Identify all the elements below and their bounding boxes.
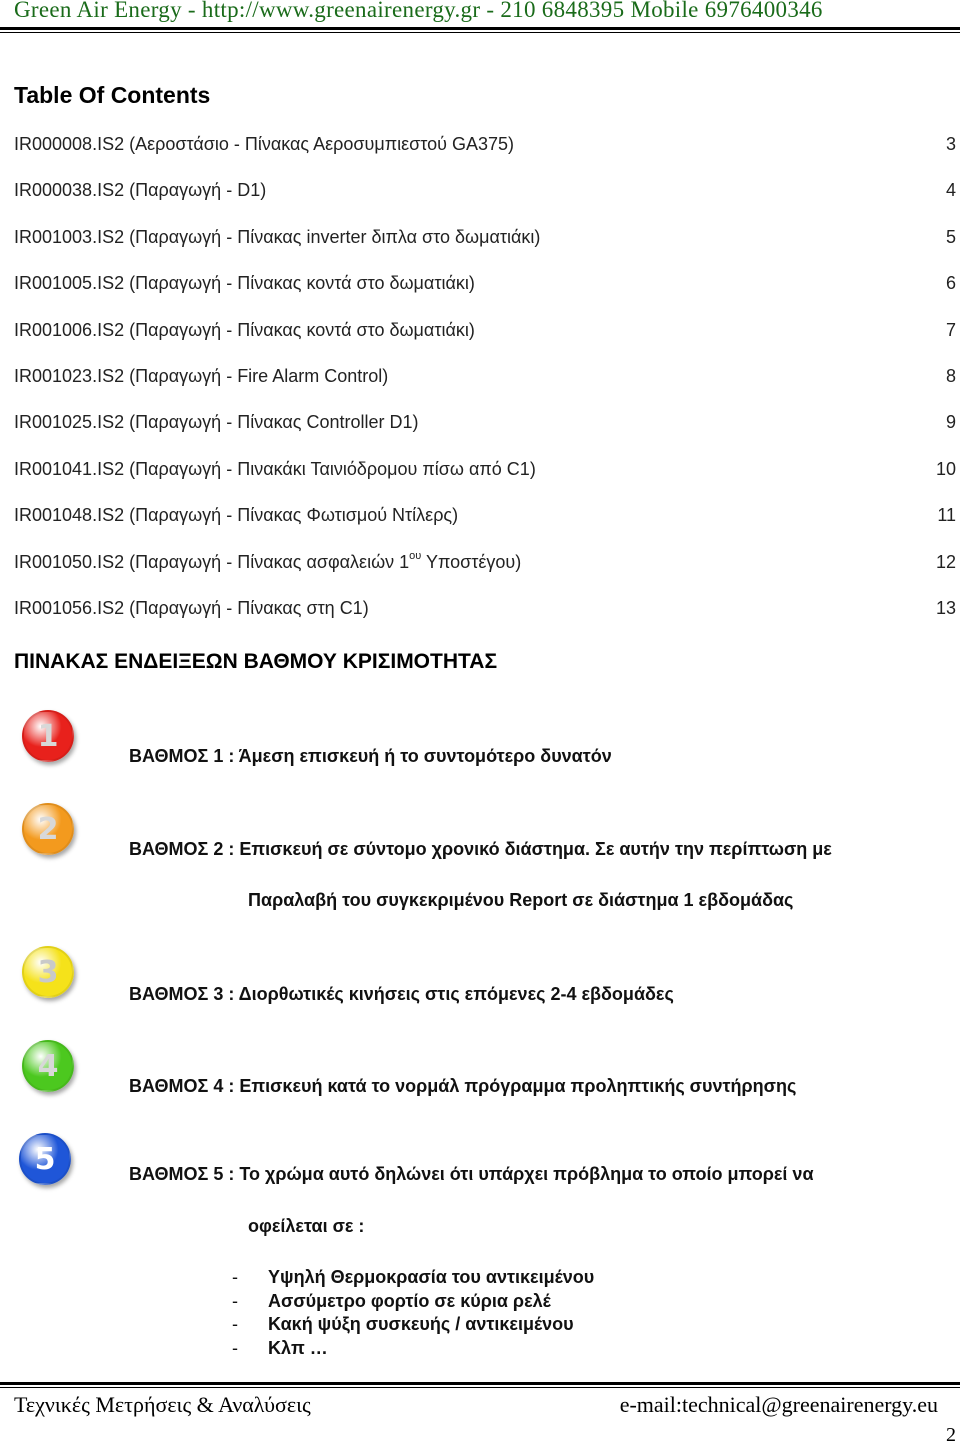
page-number: 2 [946,1424,956,1446]
footer-email[interactable]: e-mail:technical@greenairenergy.eu [619,1392,938,1417]
toc-entry-label: IR001003.IS2 (Παραγωγή - Πίνακας inverter διπλα στο δωματιάκι) [14,227,541,247]
toc-entry-label-superscript: ου [409,550,422,562]
toc-entry-label: IR001005.IS2 (Παραγωγή - Πίνακας κοντά στο δωματιάκι) [14,273,475,293]
header-rule-thin [0,32,960,33]
toc-entry-label-rest: Υποστέγου) [421,552,522,572]
cause-text: Υψηλή Θερμοκρασία του αντικειμένου [268,1267,595,1287]
header-rule [0,27,960,30]
toc-entry-page: 9 [945,412,956,432]
toc-entry-label-main: IR001050.IS2 (Παραγωγή - Πίνακας ασφαλειών 1 [14,552,410,572]
toc-entry-label: IR001023.IS2 (Παραγωγή - Fire Alarm Control) [14,366,389,386]
criticality-table-title: ΠΙΝΑΚΑΣ ΕΝΔΕΙΞΕΩΝ ΒΑΘΜΟΥ ΚΡΙΣΙΜΟΤΗΤΑΣ [14,650,498,673]
bullet-dash: - [232,1290,238,1311]
grade-2-description-cont: Παραλαβή του συγκεκριμένου Report σε διάστημα 1 εβδομάδας [248,890,794,910]
bullet-dash: - [232,1267,238,1287]
toc-entry-label: IR000038.IS2 (Παραγωγή - D1) [14,180,267,200]
grade-badge-number: 3 [37,954,59,990]
footer-rule [0,1382,960,1385]
list-item [232,1314,594,1338]
toc-entry-label: IR001056.IS2 (Παραγωγή - Πίνακας στη C1) [14,598,369,618]
grade-badge-number: 2 [37,811,59,847]
toc-entry[interactable] [14,273,956,297]
toc-entry-page: 4 [945,180,956,200]
grade-2-badge-icon [22,803,74,855]
footer-rule-thin [0,1387,960,1388]
toc-entry[interactable] [14,459,956,483]
toc-entry-page: 6 [945,273,956,293]
toc-entry[interactable] [14,227,956,251]
grade-5-description: ΒΑΘΜΟΣ 5 : Το χρώμα αυτό δηλώνει ότι υπάρχει πρόβλημα το οποίο μπορεί να [129,1164,814,1184]
cause-text: Κακή ψύξη συσκευής / αντικειμένου [268,1314,574,1334]
grade-3-badge-icon [22,946,74,998]
grade-2-description: ΒΑΘΜΟΣ 2 : Επισκευή σε σύντομο χρονικό διάστημα. Σε αυτήν την περίπτωση με [129,839,832,859]
cause-text: Κλπ … [268,1337,328,1358]
grade-5-badge-icon [19,1133,71,1185]
toc-entry[interactable] [14,134,956,158]
toc-entry[interactable] [14,366,956,390]
toc-entry-page: 7 [945,320,956,340]
toc-entry-label: IR001041.IS2 (Παραγωγή - Πινακάκι Ταινιόδρομου πίσω από C1) [14,459,536,479]
toc-entry[interactable] [14,412,956,436]
grade-1-badge-icon [22,710,74,762]
toc-entry-label: IR001048.IS2 (Παραγωγή - Πίνακας Φωτισμού Ντίλερς) [14,505,459,525]
toc-entry-page: 11 [937,505,956,525]
toc-entry-page: 10 [935,459,956,479]
footer-left-text: Τεχνικές Μετρήσεις & Αναλύσεις [14,1392,311,1417]
toc-title: Table Of Contents [14,82,211,108]
list-item [232,1267,594,1291]
toc-entry-page: 13 [935,598,956,618]
toc-entry-label: IR001025.IS2 (Παραγωγή - Πίνακας Controller D1) [14,412,419,432]
toc-entry[interactable] [14,320,956,344]
toc-entry-page: 12 [935,552,956,572]
bullet-dash: - [232,1314,238,1334]
grade-4-description: ΒΑΘΜΟΣ 4 : Επισκευή κατά το νορμάλ πρόγραμμα προληπτικής συντήρησης [129,1076,797,1096]
grade-3-description: ΒΑΘΜΟΣ 3 : Διορθωτικές κινήσεις στις επόμενες 2-4 εβδομάδες [129,984,674,1004]
bullet-dash: - [232,1337,238,1358]
grade-badge-number: 1 [37,718,59,754]
toc-entry[interactable] [14,505,956,529]
grade-badge-number: 5 [34,1141,56,1177]
list-item [232,1338,594,1362]
toc-entry-label [14,552,521,573]
list-item [232,1291,594,1315]
toc-entry-label: IR000008.IS2 (Αεροστάσιο - Πίνακας Αεροσυμπιεστού GA375) [14,134,515,154]
toc-entry[interactable] [14,552,956,576]
toc-entry-label: IR001006.IS2 (Παραγωγή - Πίνακας κοντά στο δωματιάκι) [14,320,475,340]
grade-1-description: ΒΑΘΜΟΣ 1 : Άμεση επισκευή ή το συντομότερο δυνατόν [129,746,612,766]
cause-text: Ασσύμετρο φορτίο σε κύρια ρελέ [268,1290,551,1311]
grade-5-description-cont: οφείλεται σε : [248,1216,365,1236]
toc-entry-page: 8 [945,366,956,386]
toc-entry-page: 5 [945,227,956,247]
page-header: Green Air Energy - http://www.greenairenergy.gr - 210 6848395 Mobile 6976400346 [14,0,823,22]
toc-entry-page: 3 [945,134,956,154]
toc-entry[interactable] [14,180,956,204]
grade-4-badge-icon [22,1040,74,1092]
grade-badge-number: 4 [37,1048,59,1084]
toc-entry[interactable] [14,598,956,622]
causes-list [232,1267,594,1361]
